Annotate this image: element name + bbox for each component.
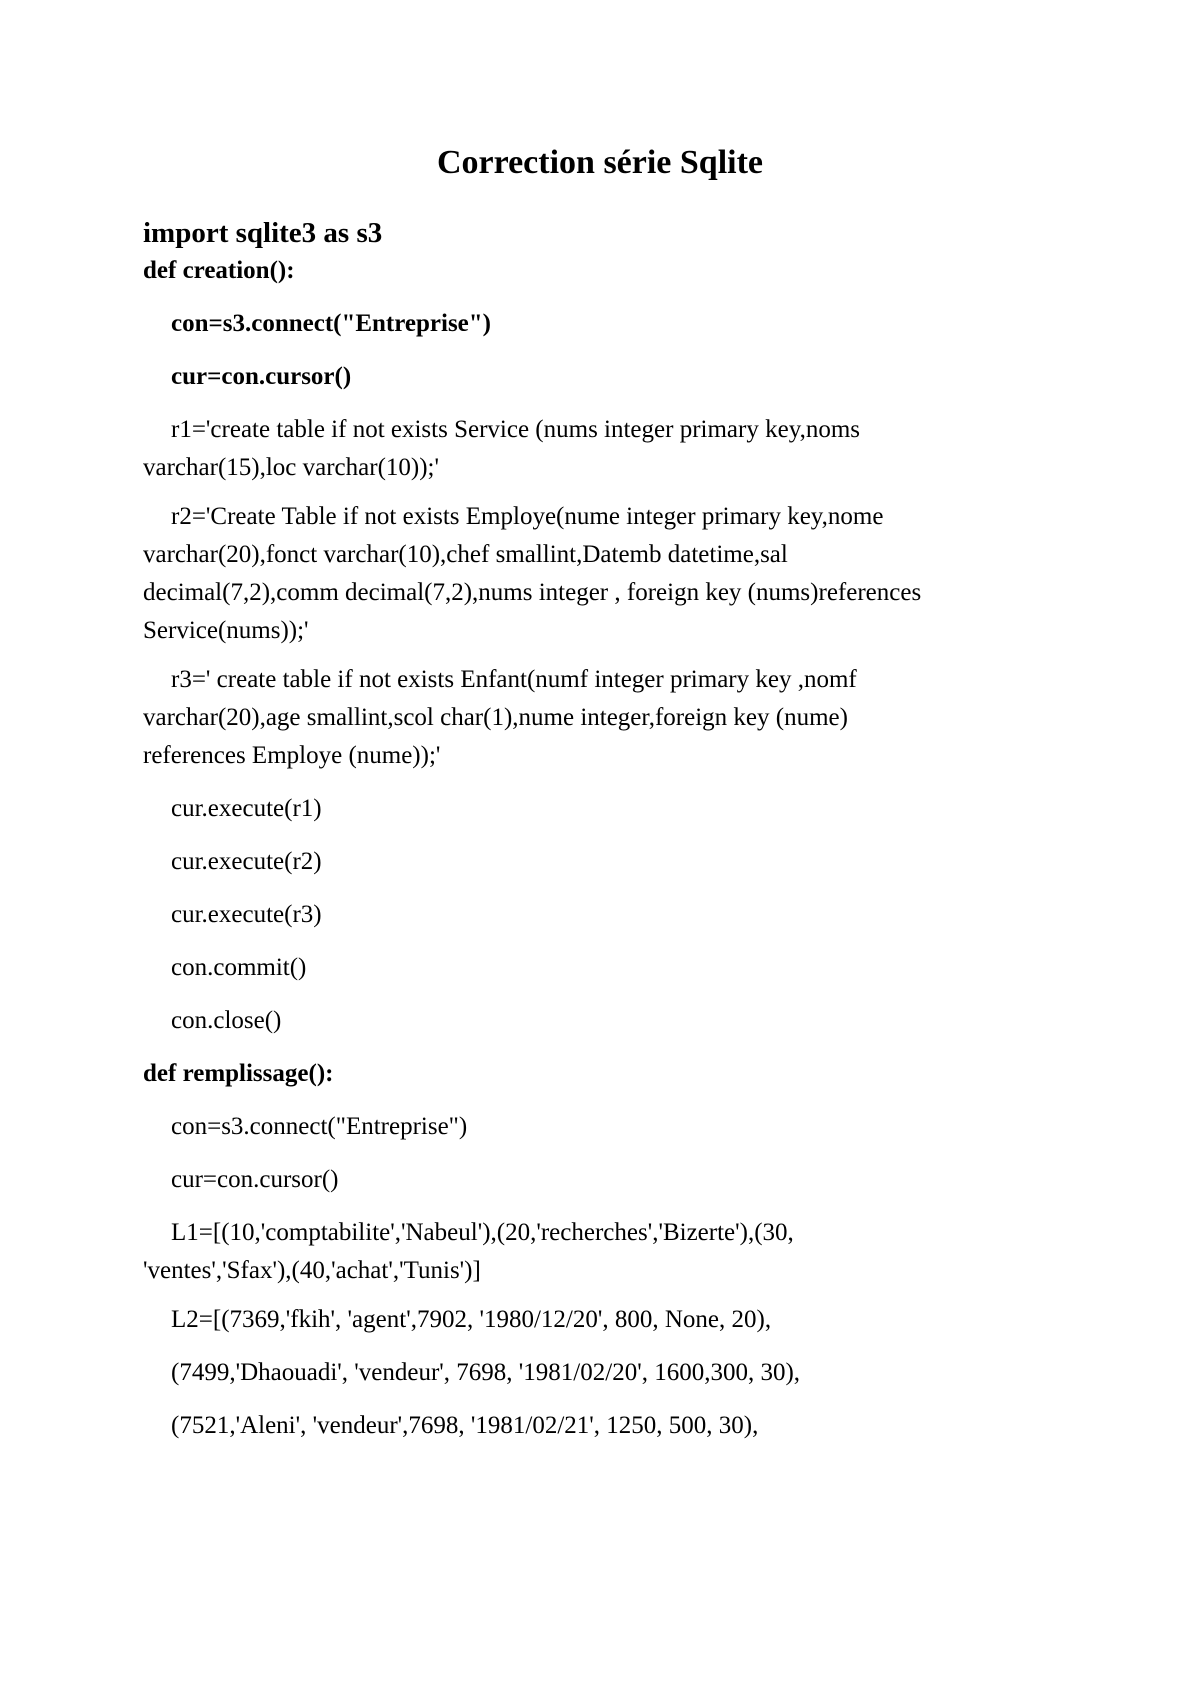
code-line-l2-row1: L2=[(7369,'fkih', 'agent',7902, '1980/12/20', 800, None, 20), — [171, 1306, 772, 1333]
code-line-cursor-2: cur=con.cursor() — [171, 1166, 339, 1193]
code-line-connect: con=s3.connect("Entreprise") — [171, 310, 491, 337]
code-line-r1-part1: r1='create table if not exists Service (nums integer primary key,noms — [171, 416, 860, 443]
code-line-r2-part1: r2='Create Table if not exists Employe(nume integer primary key,nome — [171, 503, 884, 530]
code-line-r3-part1: r3=' create table if not exists Enfant(numf integer primary key ,nomf — [171, 666, 857, 693]
code-line-cursor: cur=con.cursor() — [171, 363, 352, 390]
code-line-l1-part1: L1=[(10,'comptabilite','Nabeul'),(20,'recherches','Bizerte'),(30, — [171, 1219, 794, 1246]
code-line-execute-r2: cur.execute(r2) — [171, 848, 322, 875]
code-line-execute-r1: cur.execute(r1) — [171, 795, 322, 822]
code-line-r2-part2: varchar(20),fonct varchar(10),chef smallint,Datemb datetime,sal — [143, 541, 788, 568]
code-line-r1-part2: varchar(15),loc varchar(10));' — [143, 454, 439, 481]
code-line-close: con.close() — [171, 1007, 282, 1034]
code-line-def-creation: def creation(): — [143, 257, 295, 284]
code-line-l2-row2: (7499,'Dhaouadi', 'vendeur', 7698, '1981/02/20', 1600,300, 30), — [171, 1359, 801, 1386]
code-line-r3-part2: varchar(20),age smallint,scol char(1),nume integer,foreign key (nume) — [143, 704, 848, 731]
code-line-import: import sqlite3 as s3 — [143, 217, 383, 249]
code-line-l1-part2: 'ventes','Sfax'),(40,'achat','Tunis')] — [143, 1257, 481, 1284]
code-line-l2-row3: (7521,'Aleni', 'vendeur',7698, '1981/02/21', 1250, 500, 30), — [171, 1412, 759, 1439]
code-line-r2-part4: Service(nums));' — [143, 617, 309, 644]
code-line-r2-part3: decimal(7,2),comm decimal(7,2),nums integer , foreign key (nums)references — [143, 579, 922, 606]
code-line-execute-r3: cur.execute(r3) — [171, 901, 322, 928]
document-title: Correction série Sqlite — [436, 144, 764, 181]
code-line-r3-part3: references Employe (nume));' — [143, 742, 441, 769]
code-line-connect-2: con=s3.connect("Entreprise") — [171, 1113, 468, 1140]
code-line-def-remplissage: def remplissage(): — [143, 1060, 334, 1087]
code-line-commit: con.commit() — [171, 954, 307, 981]
